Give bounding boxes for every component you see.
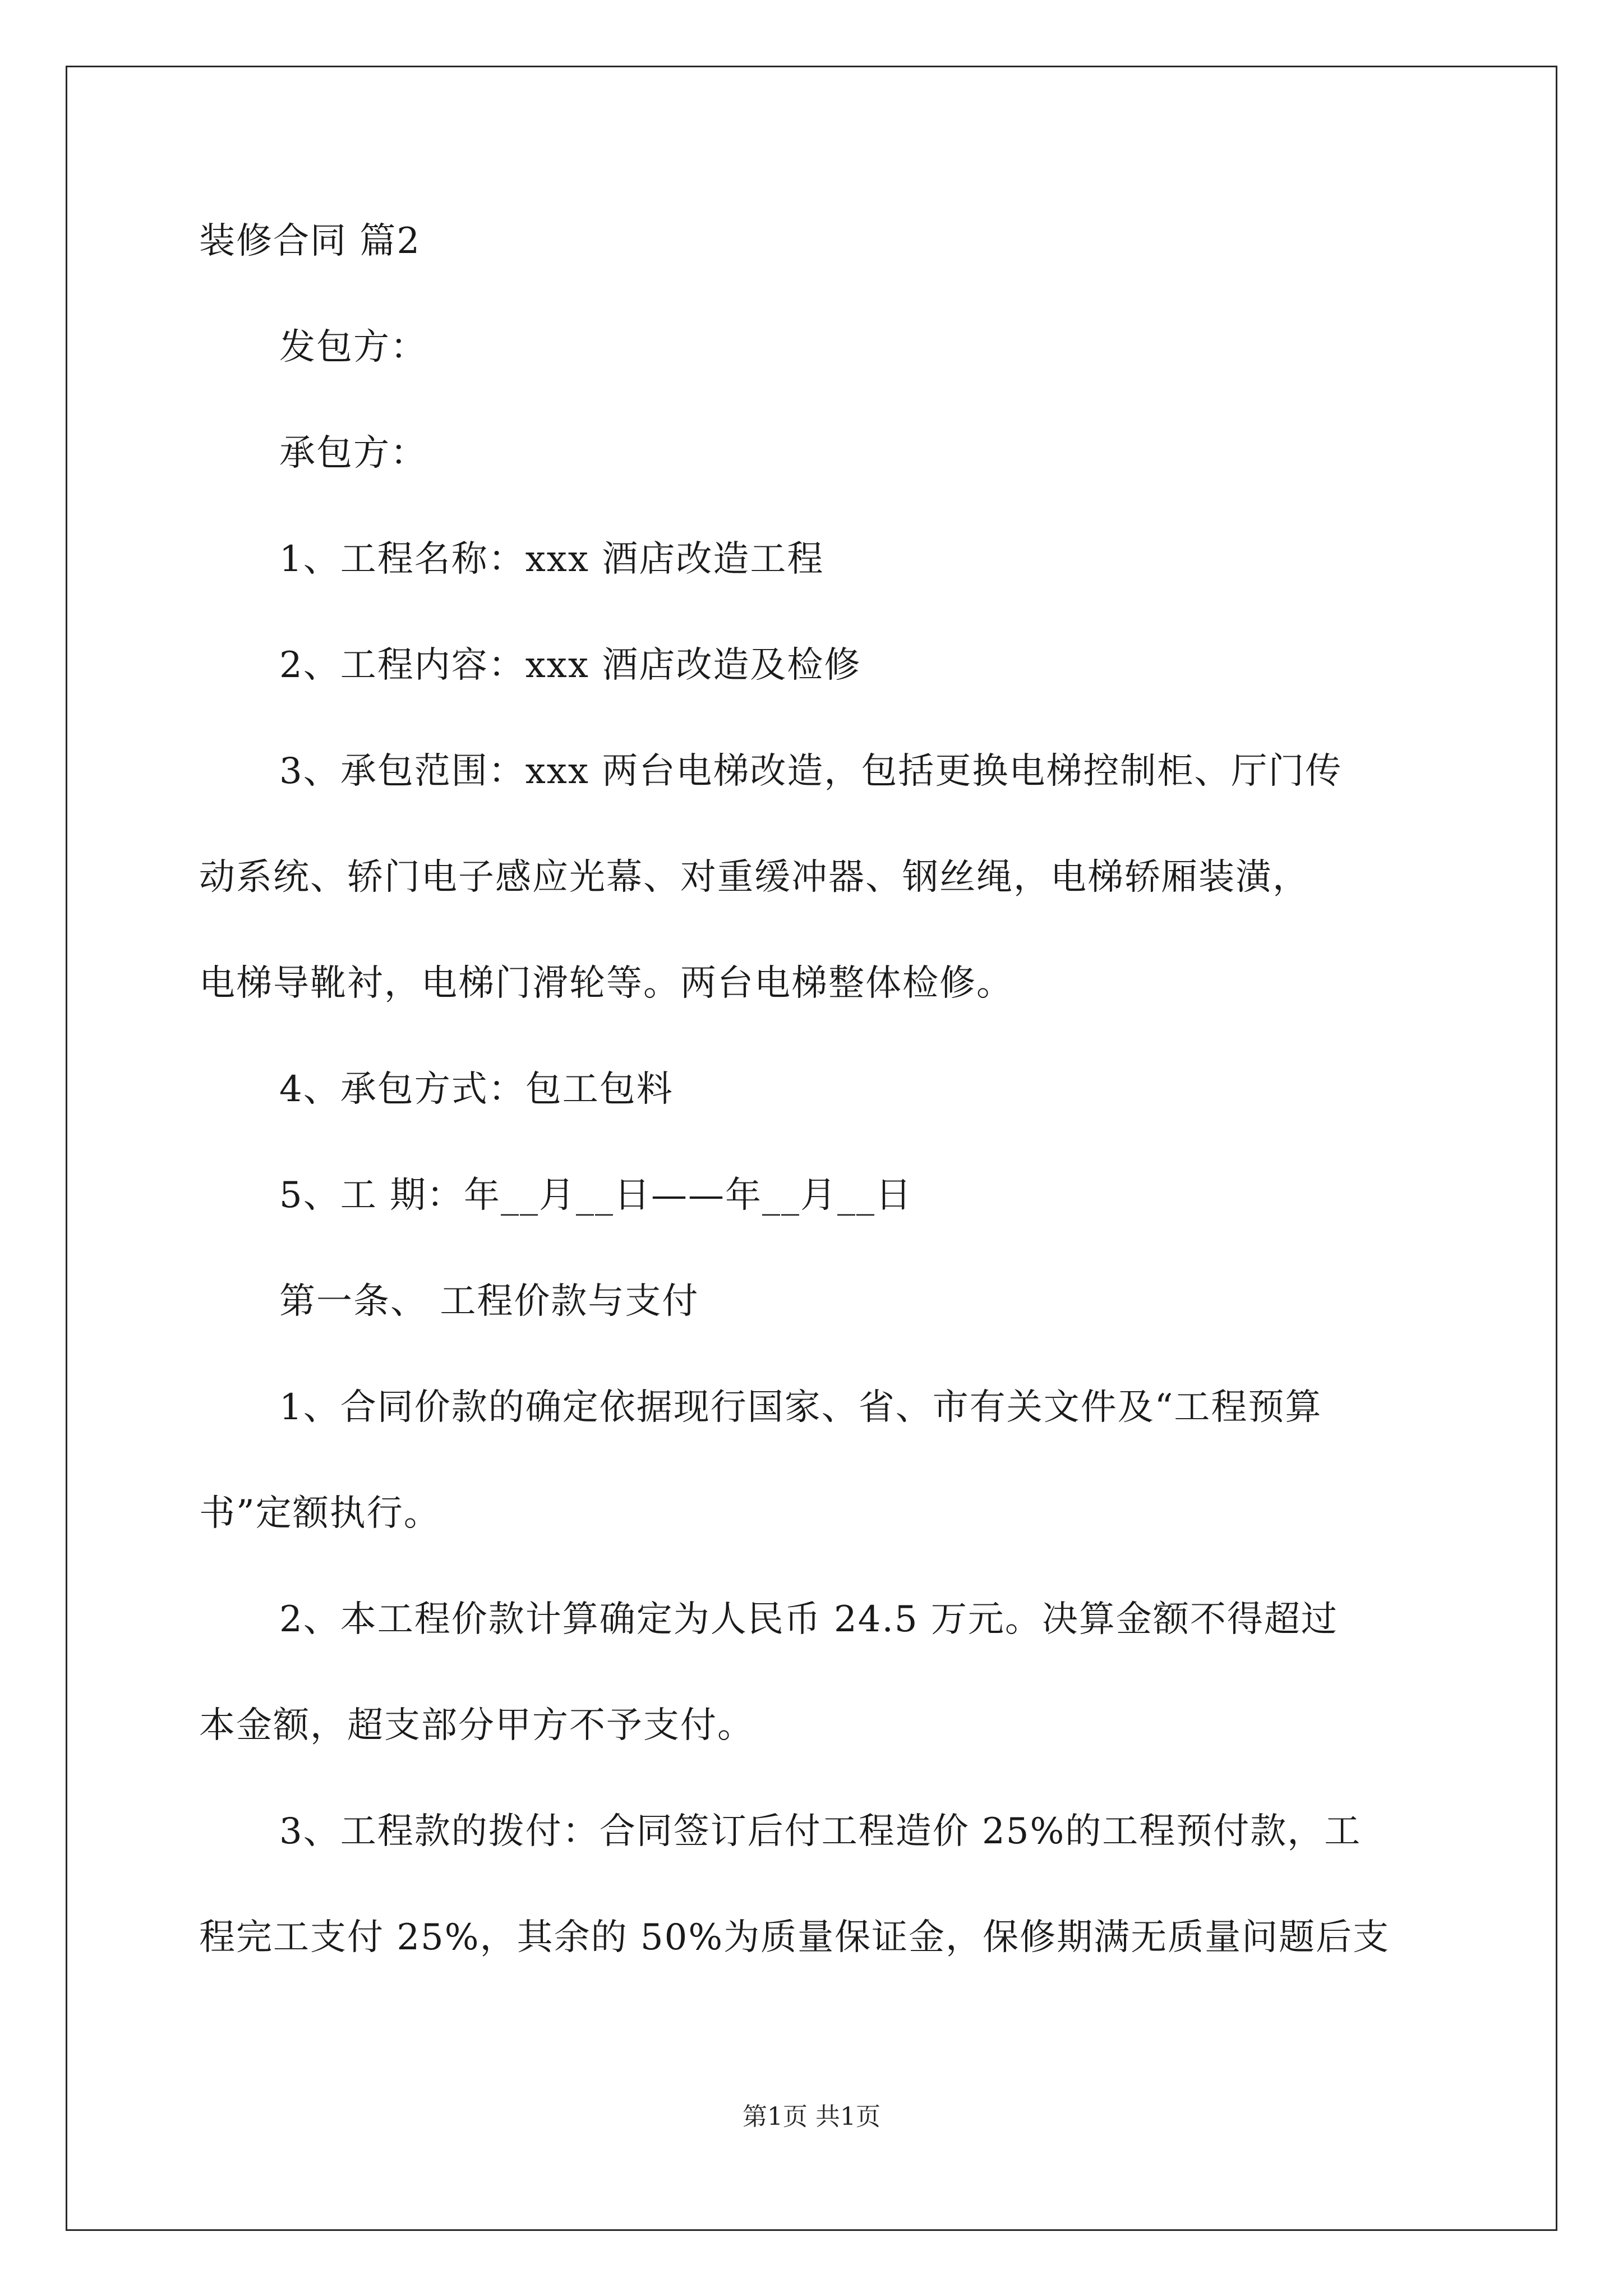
page-number: 第1页 共1页 [743,2102,880,2131]
text-line: 动系统、轿门电子感应光幕、对重缓冲器、钢丝绳，电梯轿厢装潢， [199,857,1310,898]
page-border [66,66,1557,2231]
document-title: 装修合同 篇2 [199,220,421,262]
text-line: 3、工程款的拨付：合同签订后付工程造价 25%的工程预付款，工 [279,1811,1362,1852]
section-heading: 第一条、 工程价款与支付 [279,1281,699,1322]
text-line: 程完工支付 25%，其余的 50%为质量保证金，保修期满无质量问题后支 [199,1917,1390,1958]
text-line: 5、工 期：年__月__日——年__月__日 [279,1175,913,1216]
text-line: 电梯导靴衬，电梯门滑轮等。两台电梯整体检修。 [199,963,1013,1004]
text-line: 承包方： [279,432,427,474]
text-line: 4、承包方式：包工包料 [279,1069,674,1110]
text-line: 书”定额执行。 [199,1493,441,1534]
text-line: 3、承包范围：xxx 两台电梯改造，包括更换电梯控制柜、厅门传 [279,751,1343,792]
text-line: 2、本工程价款计算确定为人民币 24.5 万元。决算金额不得超过 [279,1599,1338,1640]
text-line: 本金额，超支部分甲方不予支付。 [199,1705,754,1746]
text-line: 2、工程内容：xxx 酒店改造及检修 [279,645,861,686]
text-line: 1、合同价款的确定依据现行国家、省、市有关文件及“工程预算 [279,1387,1322,1428]
text-line: 发包方： [279,326,427,368]
text-line: 1、工程名称：xxx 酒店改造工程 [279,539,824,580]
